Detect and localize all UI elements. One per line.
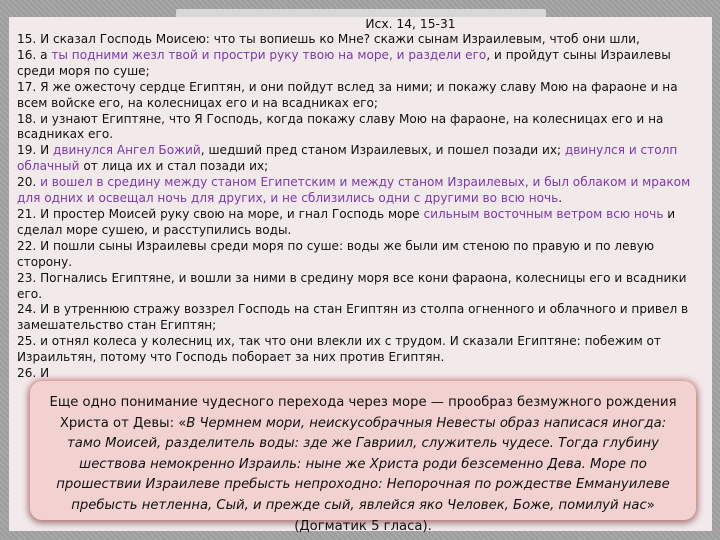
callout-tail: » (Догматик 5 гласа). <box>294 497 655 534</box>
verse-text: 19. И <box>17 143 53 158</box>
passage-title: Исх. 14, 15-31 <box>365 17 456 31</box>
verse-text: 16. а <box>17 47 52 62</box>
verse-line <box>17 239 704 271</box>
verse-text: 15. И сказал Господь Моисею: что ты вопиешь ко Мне? скажи сынам Израилевым, чтоб они шли, <box>17 32 640 46</box>
commentary-callout <box>30 381 696 534</box>
highlighted-text: двинулся Ангел Божий <box>52 143 201 158</box>
verse-text: 23. Погнались Египтяне, и вошли за ними в средину моря все кони фараона, колесницы его и всадники его. <box>17 270 687 301</box>
verse-text: и сделал море сушею, и расступились воды. <box>17 206 676 237</box>
callout-lead: Еще одно понимание чудесного перехода через море — прообраз безмужного рождения Христа от Девы: « <box>49 395 677 431</box>
verse-line <box>17 143 704 175</box>
verse-text: 22. И пошли сыны Израилевы среди моря по суше: воды же были им стеною по правую и по левую сторону. <box>17 238 655 269</box>
verse-text: 20. <box>17 175 41 190</box>
verse-line <box>17 271 704 303</box>
verse-text: , и пройдут сыны Израилевы среди моря по суше; <box>17 47 671 78</box>
verse-text: 21. И простер Моисей руку свою на море, и гнал Господь море <box>17 206 424 221</box>
verse-text: . <box>558 191 563 206</box>
verse-line <box>17 112 704 144</box>
verse-text: 18. и узнают Египтяне, что Я Господь, когда покажу славу Мою на фараоне, на колесницах его и на всадниках его. <box>17 111 664 142</box>
highlighted-text: его <box>465 47 487 62</box>
highlighted-text: двинулся и столп облачный <box>17 143 678 174</box>
verse-line <box>17 302 704 334</box>
verse-text: 17. Я же ожесточу сердце Египтян, и они пойдут вслед за ними; и покажу славу Мою на фараоне и на всем войске его, на колесницах его и на всадниках его; <box>17 79 678 110</box>
verse-text: 24. И в утреннюю стражу воззрел Господь на стан Египтян из столпа огненного и облачного и привел в замешательство стан Египтян; <box>17 302 689 333</box>
verse-26-fragment: 26. И <box>17 366 50 381</box>
verse-line <box>17 175 704 207</box>
callout-quote: В Чермнем мори, неискусобрачныя Невесты образ написася иногда: тамо Моисей, разделитель воды: зде же Гавриил, служитель чудесе. Тогда глубину шествова немокренно Израиль: ныне же Христа роди безсеменно Дева. Море по прошествии Израилеве пребысть непроходно: Непорочная по рождестве Еммануилеве пребысть нетленна, Сый, и прежде сый, явлейся яко Человек, Боже, помилуй нас <box>56 415 670 513</box>
verse-line <box>17 32 704 48</box>
highlighted-text: ты подними жезл твой и простри руку твою на море, и раздели <box>51 47 462 62</box>
highlighted-text: и вошел в средину между станом Египетским и между станом Израилевых, и был облаком и мраком для одних и освещал ночь для других, и не сблизились одни с другими во всю ночь <box>17 175 691 206</box>
highlighted-text: сильным восточным ветром всю ночь <box>423 206 664 221</box>
verse-text: 25. и отнял колеса у колесниц их, так что они влекли их с трудом. И сказали Египтяне: побежим от Израильтян, потому что Господь поборает за них против Египтян. <box>17 334 661 365</box>
verse-line <box>17 80 704 112</box>
verse-list <box>17 32 704 366</box>
verse-text: , шедший пред станом Израилевых, и пошел позади их; <box>200 143 565 158</box>
verse-text: от лица их и стал позади их; <box>79 159 269 174</box>
verse-line <box>17 48 704 80</box>
verse-line <box>17 334 704 366</box>
verse-line <box>17 207 704 239</box>
